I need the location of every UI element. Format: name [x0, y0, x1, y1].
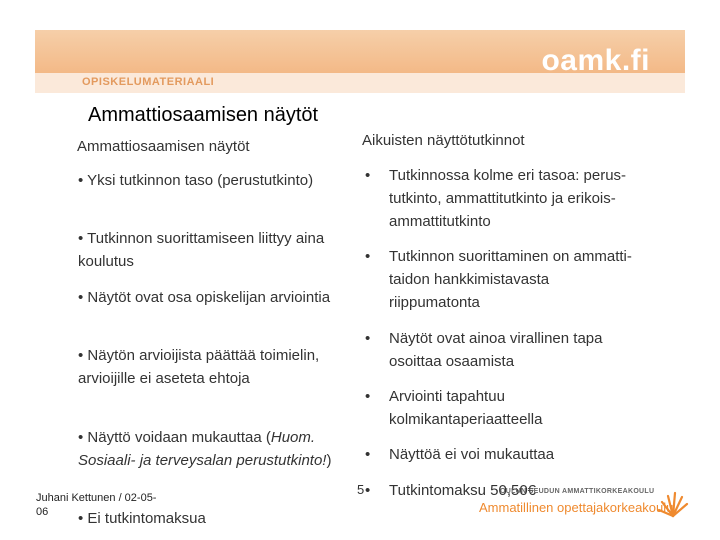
footer-author: Juhani Kettunen / 02-05-06: [36, 492, 157, 518]
right-item-text: Näytöt ovat ainoa virallinen tapa osoittaa osaamista: [389, 330, 603, 370]
right-item-text: Arviointi tapahtuu kolmikantaperiaatteella: [389, 388, 543, 428]
right-item-text: Tutkintomaksu 50,50€: [389, 482, 537, 499]
material-tag: OPISKELUMATERIAALI: [82, 76, 215, 88]
page-number: 5: [357, 482, 365, 497]
left-list-item: • Näytöt ovat osa opiskelijan arviointia: [78, 289, 331, 306]
bullet-icon: •: [365, 482, 371, 499]
sunburst-logo-icon: [656, 488, 690, 518]
institution-logo: [470, 486, 710, 526]
left-list-item: • Ei tutkintomaksua: [78, 510, 206, 527]
bullet-icon: •: [365, 446, 371, 463]
bullet-icon: •: [365, 167, 371, 184]
logo-institution-name: OULUN SEUDUN AMMATTIKORKEAKOULU: [500, 488, 655, 495]
logo-unit-name: Ammatillinen opettajakorkeakoulu: [479, 500, 674, 515]
left-list-item: [78, 426, 346, 472]
left-column-heading: Ammattiosaamisen näytöt: [77, 138, 250, 155]
right-item-text: Tutkinnon suorittaminen on ammatti-taidon hankkimistavasta riippumatonta: [389, 248, 632, 311]
left-list-item: • Yksi tutkinnon taso (perustutkinto): [78, 172, 314, 189]
brand-logo-text: oamk.fi: [541, 44, 650, 77]
left-item-note: Huom. Sosiaali- ja terveysalan perustutkinto!: [78, 429, 327, 469]
bullet-icon: •: [365, 248, 371, 265]
left-item-text: • Näyttö voidaan mukauttaa (: [78, 429, 271, 446]
right-column-heading: Aikuisten näyttötutkinnot: [362, 132, 525, 149]
left-list-item: • Tutkinnon suorittamiseen liittyy aina koulutus: [78, 230, 325, 270]
right-item-text: Tutkinnossa kolme eri tasoa: perus-tutkinto, ammattitutkinto ja erikois-ammattitutkinto: [389, 167, 627, 230]
left-item-text-end: ): [326, 452, 332, 469]
bullet-icon: •: [365, 330, 371, 347]
page-title: Ammattiosaamisen näytöt: [88, 104, 319, 126]
right-item-text: Näyttöä ei voi mukauttaa: [389, 446, 555, 463]
left-list-item: • Näytön arvioijista päättää toimielin, arvioijille ei aseteta ehtoja: [78, 347, 320, 387]
bullet-icon: •: [365, 388, 371, 405]
